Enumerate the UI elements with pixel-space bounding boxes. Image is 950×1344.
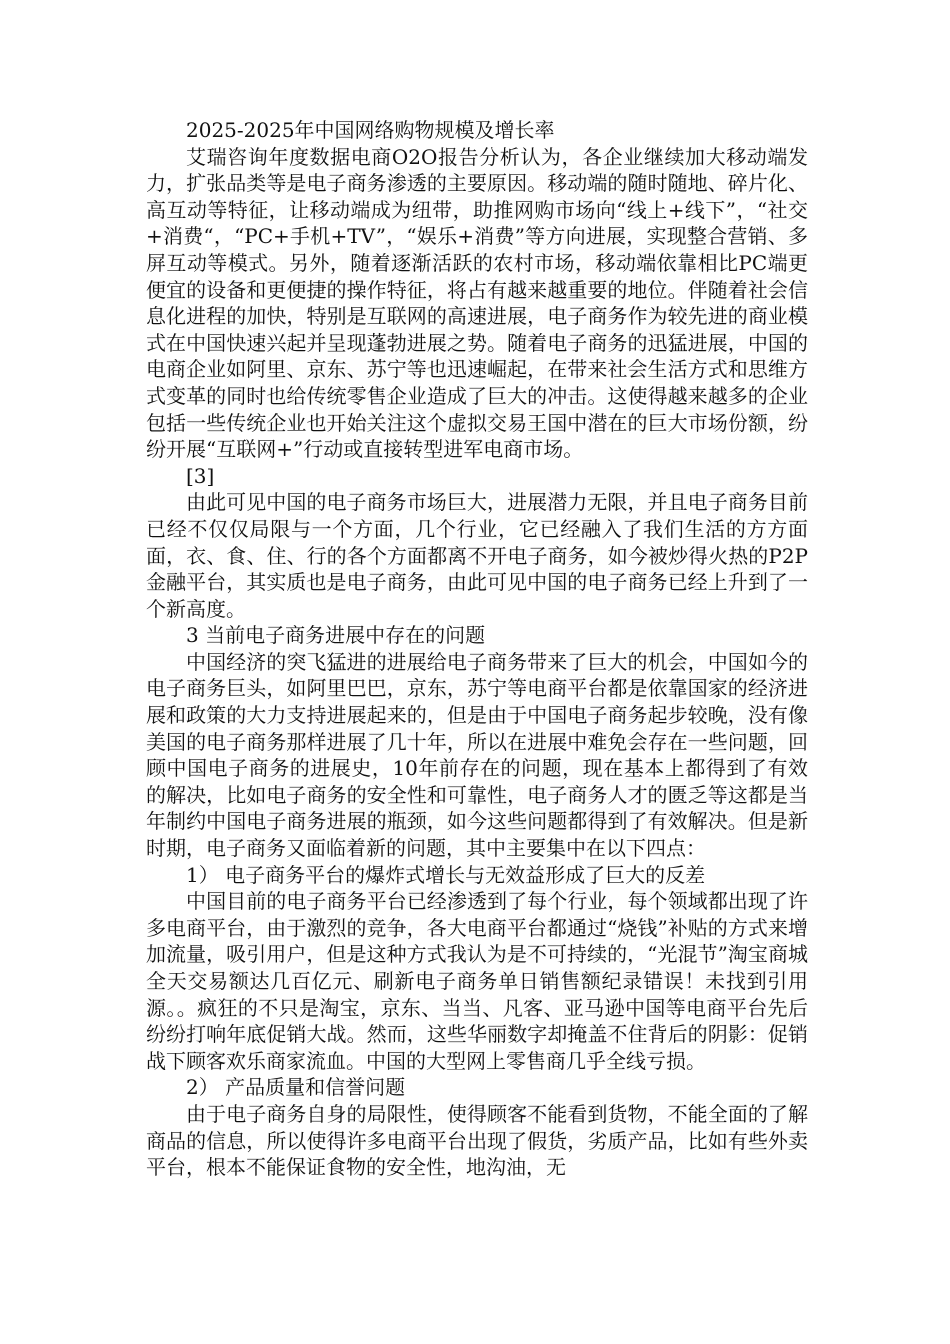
section-title-problems: 3 当前电子商务进展中存在的问题 bbox=[186, 623, 486, 648]
paragraph-platform-growth: 中国目前的电子商务平台已经渗透到了每个行业，每个领域都出现了许多电商平台，由于激烈的竞争，各大电商平台都通过“烧钱”补贴的方式来增加流量，吸引用户，但是这种方式我认为是不可持续的，“光混节”淘宝商城全天交易额达几百亿元、刷新电子商务单日销售额纪录错误！未找到引用源。。疯狂的不只是淘宝，京东、当当、凡客、亚马逊中国等电商平台先后纷纷打响年底促销大战。然而，这些华丽数字却掩盖不住背后的阴影：促销战下顾客欢乐商家流血。中国的大型网上零售商几乎全线亏损。 bbox=[146, 889, 808, 1073]
citation-reference: [3] bbox=[186, 463, 215, 488]
subsection-title-platform-growth: 1） 电子商务平台的爆炸式增长与无效益形成了巨大的反差 bbox=[186, 862, 706, 887]
figure-caption: 2025-2025年中国网络购物规模及增长率 bbox=[186, 118, 555, 142]
paragraph-market-potential: 由此可见中国的电子商务市场巨大，进展潜力无限，并且电子商务目前已经不仅仅局限与一个方面，几个行业，它已经融入了我们生活的方方面面，衣、食、住、行的各个方面都离不开电子商务，如今被炒得火热的P2P金融平台，其实质也是电子商务，由此可见中国的电子商务已经上升到了一个新高度。 bbox=[146, 490, 808, 621]
paragraph-quality: 由于电子商务自身的局限性，使得顾客不能看到货物，不能全面的了解商品的信息，所以使得许多电商平台出现了假货，劣质产品，比如有些外卖平台，根本不能保证食物的安全性，地沟油，无 bbox=[146, 1101, 808, 1180]
subsection-title-quality: 2） 产品质量和信誉问题 bbox=[186, 1075, 406, 1100]
paragraph-market-analysis: 艾瑞咨询年度数据电商O2O报告分析认为，各企业继续加大移动端发力，扩张品类等是电子商务渗透的主要原因。移动端的随时随地、碎片化、高互动等特征，让移动端成为纽带，助推网购市场向“线上+线下”，“社交+消费“，“PC+手机+TV”，“娱乐+消费”等方向进展，实现整合营销、多屏互动等模式。另外，随着逐渐活跃的农村市场，移动端依靠相比PC端更便宜的设备和更便捷的操作特征，将占有越来越重要的地位。伴随着社会信息化进程的加快，特别是互联网的高速进展，电子商务作为较先进的商业模式在中国快速兴起并呈现蓬勃进展之势。随着电子商务的迅猛进展，中国的电商企业如阿里、京东、苏宁等也迅速崛起，在带来社会生活方式和思维方式变革的同时也给传统零售企业造成了巨大的冲击。这使得越来越多的企业包括一些传统企业也开始关注这个虚拟交易王国中潜在的巨大市场份额，纷纷开展“互联网+”行动或直接转型进军电商市场。 bbox=[146, 144, 808, 462]
paragraph-problems-overview: 中国经济的突飞猛进的进展给电子商务带来了巨大的机会，中国如今的电子商务巨头，如阿里巴巴，京东，苏宁等电商平台都是依靠国家的经济进展和政策的大力支持进展起来的，但是由于中国电子商务起步较晚，没有像美国的电子商务那样进展了几十年，所以在进展中难免会存在一些问题，回顾中国电子商务的进展史，10年前存在的问题，现在基本上都得到了有效的解决，比如电子商务的安全性和可靠性，电子商务人才的匮乏等这都是当年制约中国电子商务进展的瓶颈，如今这些问题都得到了有效解决。但是新时期，电子商务又面临着新的问题，其中主要集中在以下四点： bbox=[146, 649, 808, 861]
